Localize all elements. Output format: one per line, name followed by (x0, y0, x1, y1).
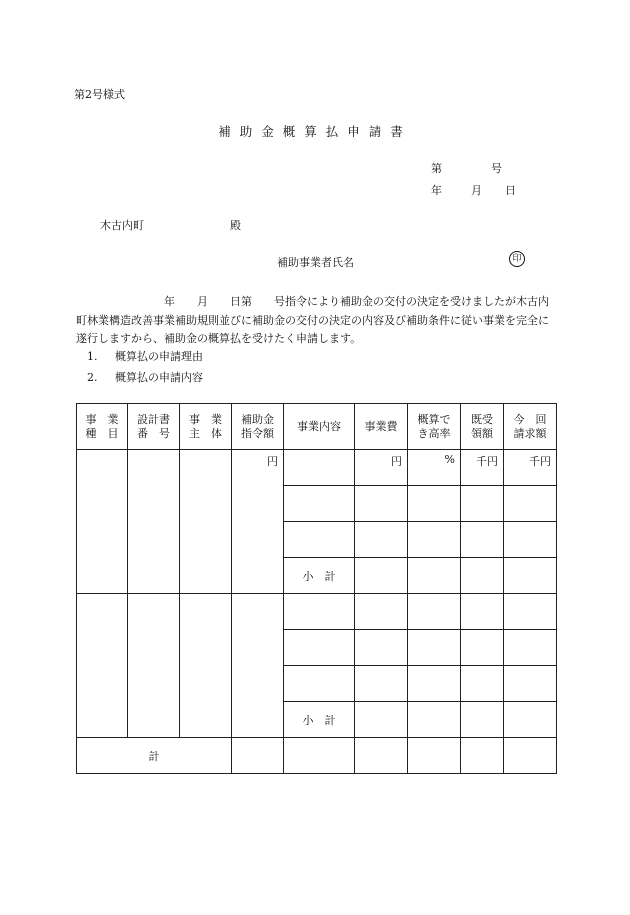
cell-project-type-2[interactable] (77, 594, 128, 738)
cell-content[interactable] (284, 594, 355, 630)
cell-request[interactable] (504, 558, 557, 594)
item-1-number: 1. (87, 350, 98, 363)
cell-content[interactable] (284, 450, 355, 486)
cell-rate[interactable] (408, 486, 461, 522)
cell-content[interactable] (284, 486, 355, 522)
cell-design-number-2[interactable] (128, 594, 180, 738)
item-2 (87, 369, 203, 385)
cell-cost[interactable] (355, 594, 408, 630)
request-table (76, 403, 557, 774)
cell-rate[interactable] (408, 702, 461, 738)
subtotal-label: 小 計 (284, 558, 355, 594)
cell-rate[interactable] (408, 450, 461, 486)
cell-received[interactable] (461, 522, 504, 558)
cell-grant-total[interactable] (232, 738, 284, 774)
unit-yen: 円 (391, 455, 402, 468)
addressee-town: 木古内町 (100, 219, 144, 232)
cell-received[interactable] (461, 666, 504, 702)
cell-request-total[interactable] (504, 738, 557, 774)
cell-project-entity-1[interactable] (180, 450, 232, 594)
applicant-name-label: 補助事業者氏名 (277, 256, 354, 269)
date-day: 日 (505, 184, 516, 197)
header-grant-amount: 補助金 指令額 (232, 404, 284, 450)
header-received-amount: 既受 領額 (461, 404, 504, 450)
date-year: 年 (431, 184, 442, 197)
item-2-label: 概算払の申請内容 (115, 371, 203, 384)
header-project-type: 事 業 種 目 (77, 404, 128, 450)
cell-request[interactable] (504, 450, 557, 486)
header-design-number: 設計書 番 号 (128, 404, 180, 450)
cell-content-total[interactable] (284, 738, 355, 774)
cell-content[interactable] (284, 666, 355, 702)
cell-request[interactable] (504, 486, 557, 522)
cell-cost-total[interactable] (355, 738, 408, 774)
cell-cost[interactable] (355, 666, 408, 702)
cell-rate[interactable] (408, 558, 461, 594)
item-1 (87, 348, 203, 364)
date-month: 月 (471, 184, 482, 197)
cell-project-entity-2[interactable] (180, 594, 232, 738)
cell-rate[interactable] (408, 666, 461, 702)
cell-request[interactable] (504, 522, 557, 558)
cell-rate[interactable] (408, 522, 461, 558)
cell-cost[interactable] (355, 522, 408, 558)
cell-received[interactable] (461, 594, 504, 630)
cell-cost[interactable] (355, 486, 408, 522)
header-approx-rate: 概算で き高率 (408, 404, 461, 450)
header-project-entity: 事 業 主 体 (180, 404, 232, 450)
cell-content[interactable] (284, 630, 355, 666)
cell-cost[interactable] (355, 630, 408, 666)
body-text: 年 月 日第 号指令により補助金の交付の決定を受けましたが木古内町林業構造改善事業補助規則並びに補助金の交付の決定の内容及び補助条件に従い事業を完全に遂行しますから、補助金の概算払を受けたく申請します。 (76, 295, 549, 345)
cell-received-total[interactable] (461, 738, 504, 774)
table-header-row (77, 404, 557, 450)
doc-no-prefix: 第 (431, 162, 442, 175)
cell-rate[interactable] (408, 630, 461, 666)
total-row (77, 738, 557, 774)
cell-received[interactable] (461, 558, 504, 594)
form-number: 第2号様式 (74, 88, 125, 101)
cell-cost[interactable] (355, 450, 408, 486)
unit-percent: % (444, 453, 455, 466)
cell-design-number-1[interactable] (128, 450, 180, 594)
doc-no-suffix: 号 (491, 162, 502, 175)
cell-grant-amount-2[interactable] (232, 594, 284, 738)
header-request-amount: 今 回 請求額 (504, 404, 557, 450)
cell-project-type-1[interactable] (77, 450, 128, 594)
item-1-label: 概算払の申請理由 (115, 350, 203, 363)
total-label: 計 (77, 738, 232, 774)
body-indent (76, 295, 164, 308)
cell-rate-total[interactable] (408, 738, 461, 774)
document-date (431, 182, 516, 198)
cell-received[interactable] (461, 486, 504, 522)
table-row (77, 594, 557, 630)
cell-received[interactable] (461, 450, 504, 486)
document-title: 補助金概算払申請書 (218, 124, 412, 139)
header-project-content: 事業内容 (284, 404, 355, 450)
cell-cost[interactable] (355, 702, 408, 738)
cell-request[interactable] (504, 594, 557, 630)
cell-received[interactable] (461, 630, 504, 666)
cell-request[interactable] (504, 630, 557, 666)
cell-grant-amount-1[interactable] (232, 450, 284, 594)
cell-content[interactable] (284, 522, 355, 558)
item-2-number: 2. (87, 371, 98, 384)
body-paragraph (76, 293, 556, 349)
subtotal-label: 小 計 (284, 702, 355, 738)
addressee (100, 217, 241, 233)
cell-request[interactable] (504, 666, 557, 702)
cell-cost[interactable] (355, 558, 408, 594)
cell-received[interactable] (461, 702, 504, 738)
unit-thousand-yen: 千円 (476, 455, 498, 468)
cell-rate[interactable] (408, 594, 461, 630)
unit-thousand-yen: 千円 (529, 455, 551, 468)
addressee-honorific: 殿 (230, 219, 241, 232)
document-number (431, 160, 502, 176)
cell-request[interactable] (504, 702, 557, 738)
header-project-cost: 事業費 (355, 404, 408, 450)
unit-yen: 円 (267, 455, 278, 468)
table-row (77, 450, 557, 486)
seal-mark: 印 (509, 251, 525, 267)
